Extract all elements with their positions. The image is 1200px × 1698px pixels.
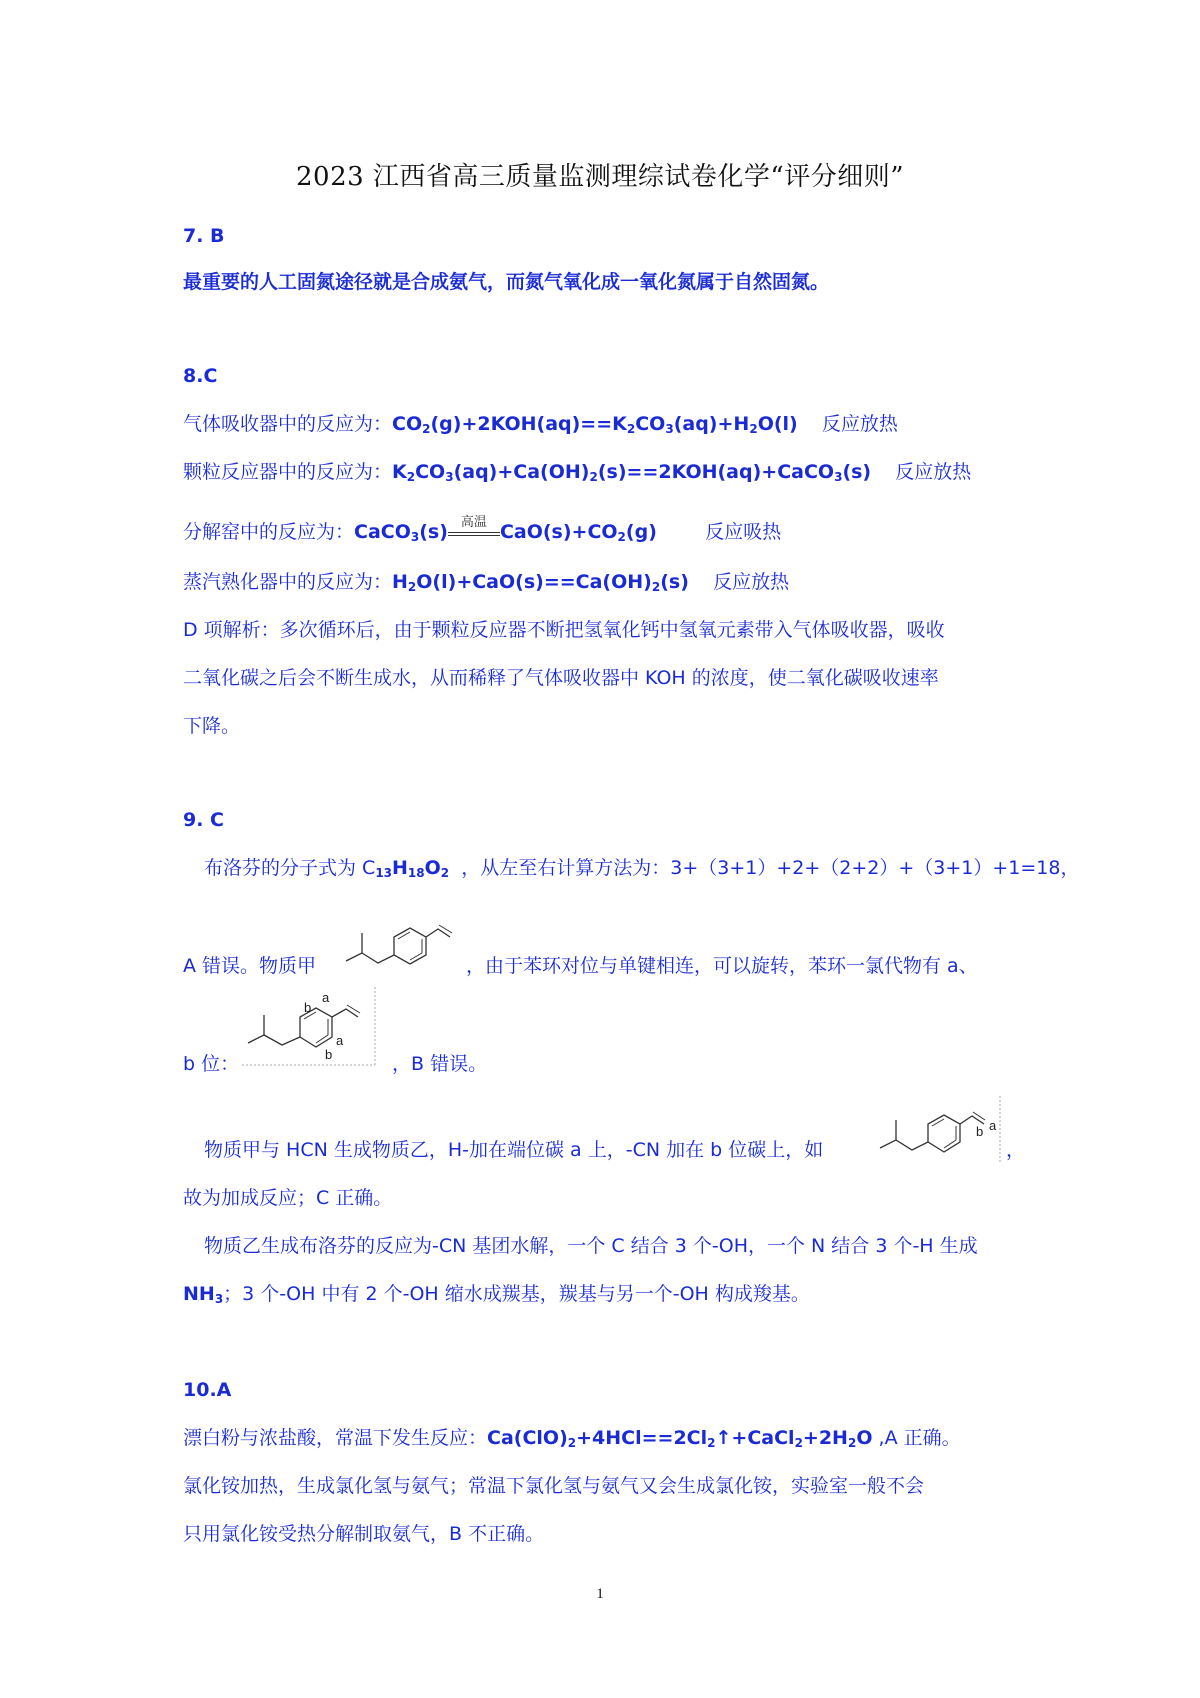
svg-text:a: a xyxy=(336,1033,344,1048)
q8-d-explanation-1: D 项解析：多次循环后，由于颗粒反应器不断把氢氧化钙中氢氧元素带入气体吸收器，吸收 xyxy=(183,619,945,641)
q8-reaction-granule xyxy=(183,458,1033,486)
reaction-equation: $H_2O(l)+CaO(s)==Ca(OH)_2(s)$ xyxy=(392,571,689,594)
q9-b-wrong: ，B 错误。 xyxy=(392,1053,488,1075)
q8-reaction-kiln xyxy=(183,514,1033,546)
q10-ammonium-1: 氯化铵加热，生成氯化氢与氨气；常温下氯化氢与氨气又会生成氯化铵，实验室一般不会 xyxy=(183,1475,925,1497)
reaction-note: 反应放热 xyxy=(821,413,898,435)
q7-answer: 7. B xyxy=(183,225,225,247)
q9-rotation-note: ，由于苯环对位与单键相连，可以旋转，苯环一氯代物有 a、 xyxy=(466,955,978,977)
molecule-ab-positions-image xyxy=(240,985,395,1071)
reaction-equation: $K_2CO_3(aq)+Ca(OH)_2(s)==2KOH(aq)+CaCO_3(s)$ xyxy=(392,461,872,484)
reaction-condition-arrow: 高温 xyxy=(448,523,500,543)
q8-d-explanation-3: 下降。 xyxy=(183,715,241,737)
q9-c-correct: 故为加成反应；C 正确。 xyxy=(183,1187,393,1209)
reaction-label: 蒸汽熟化器中的反应为： xyxy=(183,571,393,593)
document-title: 2023 江西省高三质量监测理综试卷化学“评分细则” xyxy=(295,162,905,192)
q10-bleach-reaction: 漂白粉与浓盐酸，常温下发生反应：$Ca(ClO)_2+4HCl==2Cl_2↑+CaCl_2+2H_2O$ ,A 正确。 xyxy=(183,1427,961,1450)
reaction-equation: $CO_2(g)+2KOH(aq)==K_2CO_3(aq)+H_2O(l)$ xyxy=(392,413,798,436)
svg-text:b: b xyxy=(304,1000,312,1015)
q8-reaction-steam xyxy=(183,568,1033,596)
q10-answer: 10.A xyxy=(183,1379,232,1401)
q9-hcn-addition: 物质甲与 HCN 生成物质乙，H-加在端位碳 a 上，-CN 加在 b 位碳上，如 xyxy=(204,1139,824,1161)
reaction-label: 分解窑中的反应为： xyxy=(183,521,355,543)
svg-text:a: a xyxy=(322,990,330,1005)
q8-answer: 8.C xyxy=(183,365,218,387)
q9-formula-line: 布洛芬的分子式为 $C_{13}H_{18}O_2$ ，从左至右计算方法为：3+（3+1）+2+（2+2）+（3+1）+1=18， xyxy=(204,857,1080,880)
q9-substance-a-label: A 错误。物质甲 xyxy=(183,955,317,977)
reaction-note: 反应吸热 xyxy=(705,521,782,543)
reaction-label: 气体吸收器中的反应为： xyxy=(183,413,393,435)
reaction-note: 反应放热 xyxy=(713,571,790,593)
reaction-note: 反应放热 xyxy=(895,461,972,483)
molecule-addition-image xyxy=(872,1090,1007,1170)
svg-text:b: b xyxy=(976,1124,984,1139)
q10-ammonium-2: 只用氯化铵受热分解制取氨气，B 不正确。 xyxy=(183,1523,545,1545)
molecule-jia-image xyxy=(340,915,460,985)
svg-text:a: a xyxy=(989,1118,997,1133)
page-number: 1 xyxy=(596,1586,604,1602)
svg-text:b: b xyxy=(325,1047,333,1062)
q9-b-position-label: b 位： xyxy=(183,1053,240,1075)
reaction-equation: CaCO$_3$(s) 高温 $CaO(s)+CO_2(g)$ xyxy=(354,514,657,544)
reaction-label: 颗粒反应器中的反应为： xyxy=(183,461,393,483)
q9-answer: 9. C xyxy=(183,809,224,831)
q8-d-explanation-2: 二氧化碳之后会不断生成水，从而稀释了气体吸收器中 KOH 的浓度，使二氧化碳吸收速率 xyxy=(183,667,939,689)
q9-comma: ， xyxy=(1006,1139,1026,1161)
q7-explanation: 最重要的人工固氮途径就是合成氨气，而氮气氧化成一氧化氮属于自然固氮。 xyxy=(183,271,830,293)
q9-hydrolysis-2: $NH_3$；3 个-OH 中有 2 个-OH 缩水成羰基，羰基与另一个-OH 构成羧基。 xyxy=(183,1283,810,1306)
q9-hydrolysis-1: 物质乙生成布洛芬的反应为-CN 基团水解，一个 C 结合 3 个-OH，一个 N 结合 3 个-H 生成 xyxy=(204,1235,978,1257)
q8-reaction-absorber xyxy=(183,410,1033,438)
reaction-equation: $Ca(ClO)_2+4HCl==2Cl_2↑+CaCl_2+2H_2O$ xyxy=(487,1427,873,1450)
